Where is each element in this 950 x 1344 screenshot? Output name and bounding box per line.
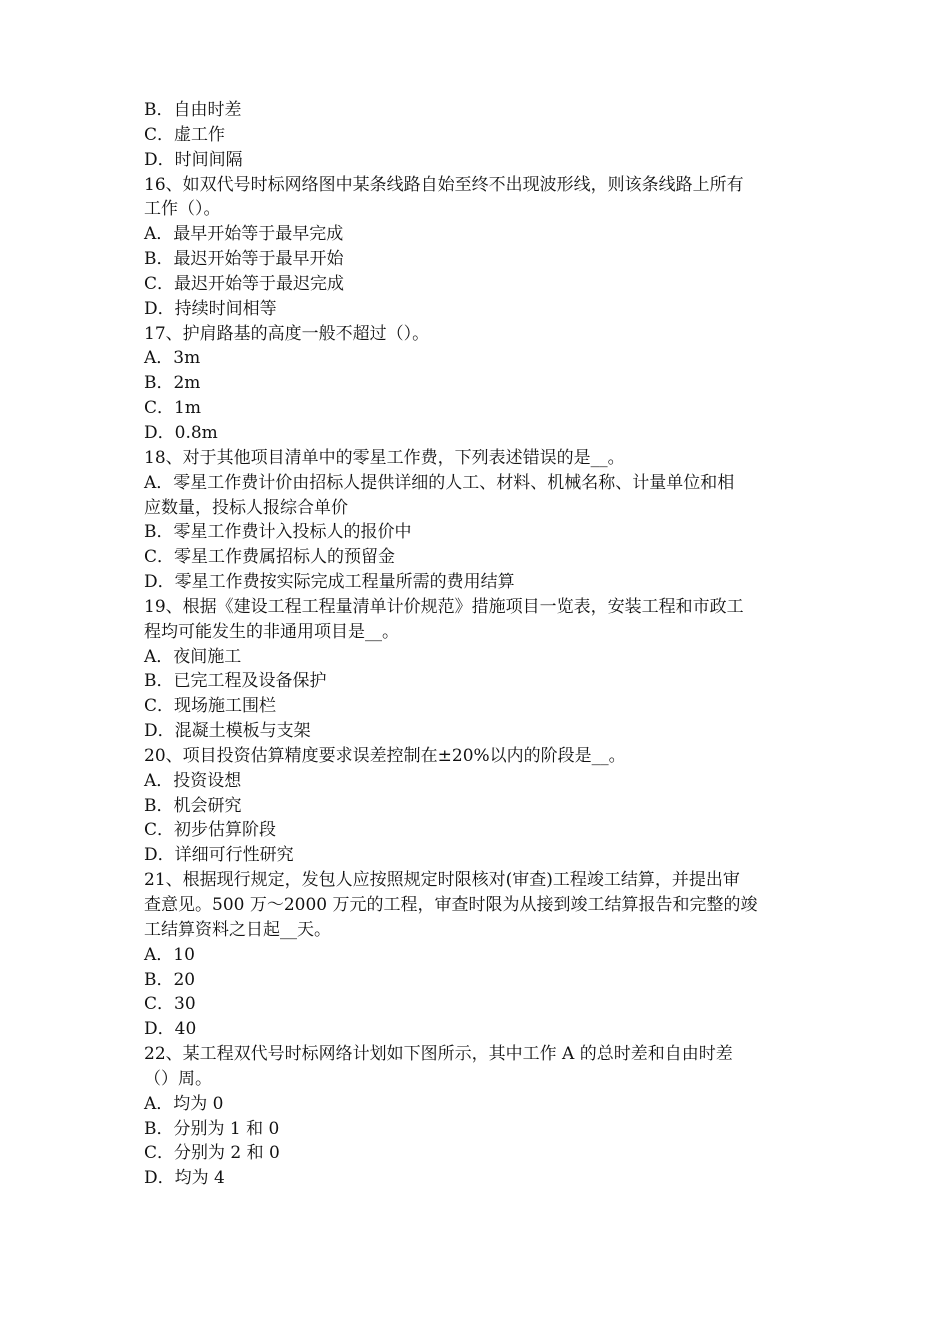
text-line: D．持续时间相等: [144, 298, 277, 319]
text-line: 工结算资料之日起__天。: [144, 919, 331, 940]
text-line: D．混凝土模板与支架: [144, 721, 311, 742]
text-line: A．最早开始等于最早完成: [144, 224, 344, 245]
text-line: 18、对于其他项目清单中的零星工作费，下列表述错误的是__。: [144, 447, 625, 468]
text-line: C．最迟开始等于最迟完成: [144, 273, 345, 294]
text-line: A．夜间施工: [144, 646, 242, 667]
text-line: B．已完工程及设备保护: [144, 671, 327, 692]
text-line: C．分别为 2 和 0: [144, 1143, 280, 1164]
text-line: A．3m: [144, 348, 201, 369]
text-line: D．0.8m: [144, 422, 218, 443]
text-line: 22、某工程双代号时标网络计划如下图所示，其中工作 A 的总时差和自由时差: [144, 1044, 733, 1065]
text-line: B．2m: [144, 373, 201, 394]
text-line: B．最迟开始等于最早开始: [144, 249, 344, 270]
text-line: 20、项目投资估算精度要求误差控制在±20%以内的阶段是__。: [144, 745, 626, 766]
text-line: B．零星工作费计入投标人的报价中: [144, 522, 412, 543]
text-line: C．30: [144, 994, 196, 1015]
text-line: D．零星工作费按实际完成工程量所需的费用结算: [144, 572, 515, 593]
text-line: C．1m: [144, 398, 201, 419]
text-line: C．虚工作: [144, 124, 226, 145]
text-line: A．均为 0: [144, 1093, 224, 1114]
text-line: 工作（）。: [144, 199, 221, 220]
text-line: 21、根据现行规定，发包人应按照规定时限核对(审查)工程竣工结算，并提出审: [144, 870, 740, 891]
text-line: B．分别为 1 和 0: [144, 1118, 280, 1139]
text-line: （）周。: [144, 1068, 212, 1089]
text-line: A．投资设想: [144, 770, 242, 791]
text-line: 16、如双代号时标网络图中某条线路自始至终不出现波形线，则该条线路上所有: [144, 174, 744, 195]
text-line: D．均为 4: [144, 1168, 225, 1189]
text-line: 19、根据《建设工程工程量清单计价规范》措施项目一览表，安装工程和市政工: [144, 596, 744, 617]
text-line: B．机会研究: [144, 795, 242, 816]
text-line: C．初步估算阶段: [144, 820, 277, 841]
text-line: B．20: [144, 969, 196, 990]
text-line: D．详细可行性研究: [144, 845, 294, 866]
text-line: D．时间间隔: [144, 149, 243, 170]
text-line: B．自由时差: [144, 100, 242, 120]
text-line: 查意见。500 万～2000 万元的工程，审查时限为从接到竣工结算报告和完整的竣: [144, 895, 758, 915]
text-line: A．10: [144, 944, 195, 965]
text-line: 应数量，投标人报综合单价: [144, 497, 348, 518]
document-body: [144, 98, 824, 1191]
text-line: A．零星工作费计价由招标人提供详细的人工、材料、机械名称、计量单位和相: [144, 472, 735, 493]
text-line: D．40: [144, 1019, 197, 1040]
text-line: C．现场施工围栏: [144, 696, 277, 717]
text-line: C．零星工作费属招标人的预留金: [144, 547, 396, 568]
text-line: 17、护肩路基的高度一般不超过（）。: [144, 323, 430, 344]
text-line: 程均可能发生的非通用项目是__。: [144, 621, 399, 642]
